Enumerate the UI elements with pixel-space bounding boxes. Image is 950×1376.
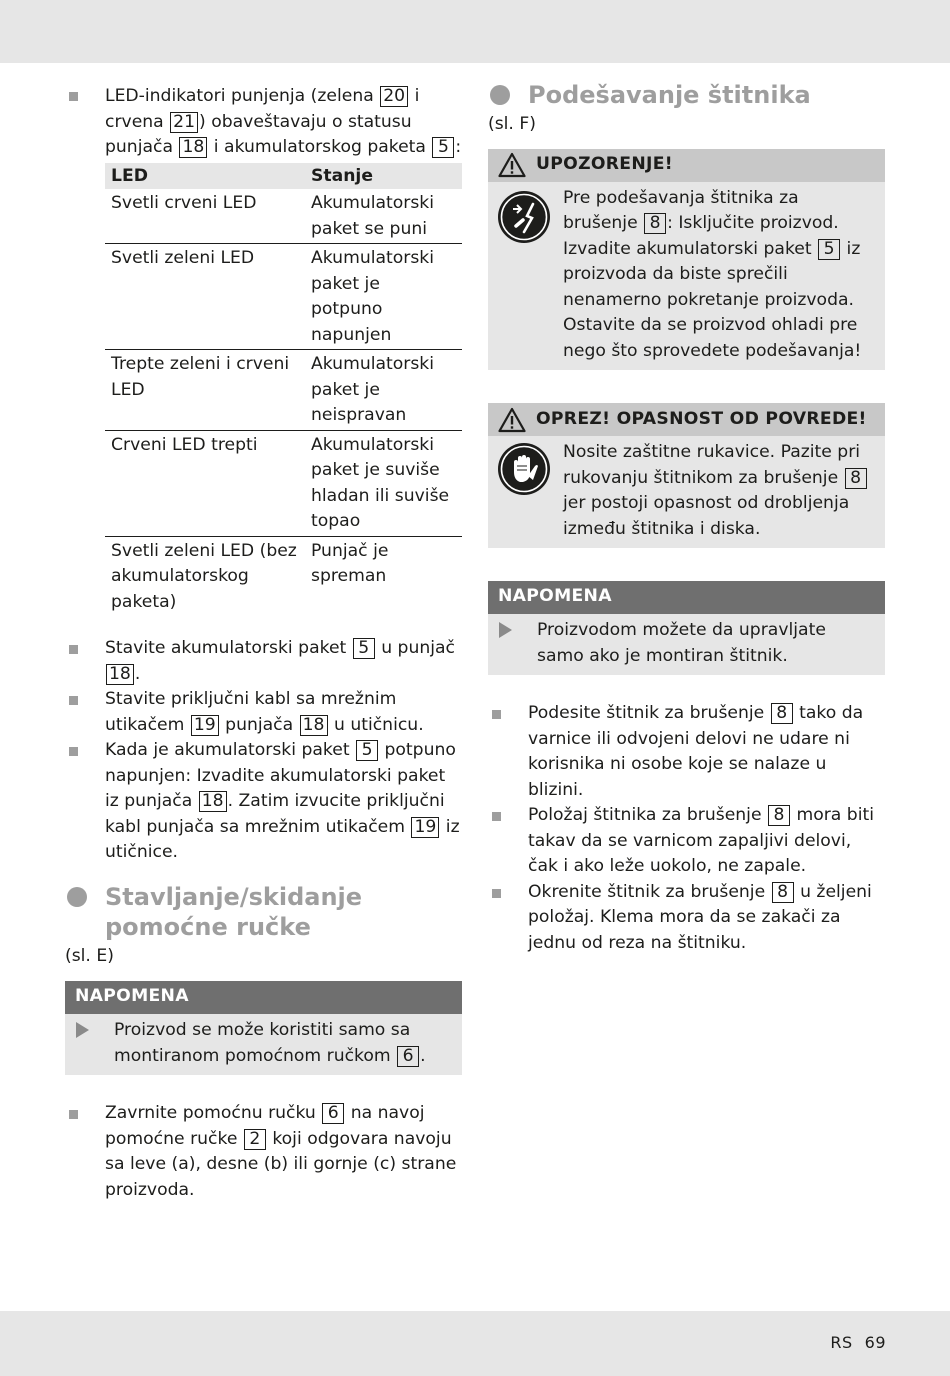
text: potpuno napunjen: Izvadite akumulatorski paket iz punjača (105, 740, 456, 811)
text: . (134, 663, 141, 684)
ref-number: 5 (432, 137, 454, 158)
table-cell: Akumulatorski paket je neispravan (305, 350, 462, 431)
warning-triangle-icon (498, 407, 526, 433)
arrow-icon (499, 622, 512, 638)
text: Položaj štitnika za brušenje (528, 805, 767, 825)
ref-number: 8 (845, 468, 867, 489)
text: i akumulatorskog paketa (208, 137, 432, 157)
text: mora biti takav da se varnicom zapaljivi delovi, čak i ako leže uokolo, ne zapale. (528, 805, 874, 876)
note-body (65, 1014, 462, 1075)
bottom-bar (0, 1311, 950, 1376)
text: Pre podešavanja štitnika za brušenje (563, 187, 799, 233)
language-code: RS (830, 1333, 853, 1352)
text: : Isključite proizvod. Izvadite akumulatorski paket (563, 213, 839, 259)
text: tako da varnice ili odvojeni delovi ne udare ni korisnika ni osobe koje se nalaze u blizini. (528, 703, 864, 800)
text: : (455, 137, 462, 157)
text: u punjač (375, 638, 456, 658)
warning-title: UPOZORENJE! (536, 154, 673, 175)
text: iz proizvoda da biste sprečili nenamerno pokretanje proizvoda. Ostavite da se proizvod ohladi pre nego što sprovedete podešavanja! (563, 238, 862, 361)
warning-triangle-icon (498, 152, 526, 178)
warning-box (488, 149, 885, 371)
list-item (488, 803, 885, 880)
table-cell: Punjač je spreman (311, 540, 389, 586)
note-box (488, 581, 885, 675)
table-row (105, 189, 462, 244)
wear-gloves-icon (497, 442, 551, 496)
ref-number: 8 (771, 703, 793, 724)
list-item (65, 687, 462, 738)
table-cell: Svetli zeleni LED (bez akumulatorskog paketa) (111, 540, 297, 612)
figure-ref: (sl. F) (488, 114, 536, 134)
text: na navoj pomoćne ručke (105, 1103, 425, 1149)
caution-body (488, 436, 885, 548)
text: Kada je akumulatorski paket (105, 740, 356, 760)
table-cell: Crveni LED trepti (105, 430, 305, 536)
text: u utičnicu. (328, 714, 424, 735)
table-cell: Akumulatorski paket se puni (305, 189, 462, 244)
list-item (65, 738, 462, 866)
ref-number: 5 (818, 239, 840, 260)
ref-number: 8 (644, 213, 666, 234)
warning-body (488, 182, 885, 371)
note-box (65, 981, 462, 1075)
disconnect-plug-icon (497, 190, 551, 244)
text: ) obaveštavaju o statusu punjača (105, 111, 412, 157)
ref-number: 5 (356, 740, 378, 761)
figure-ref: (sl. E) (65, 945, 114, 966)
warning-header (488, 149, 885, 182)
list-item (488, 880, 885, 957)
led-status-table (105, 163, 462, 617)
ref-number: 21 (170, 112, 198, 133)
text: u željeni položaj. Klema mora da se zakači za jednu od reza na štitniku. (528, 881, 872, 953)
text: Proizvod se može koristiti samo sa montiranom pomoćnom ručkom (114, 1020, 411, 1066)
text: iz utičnice. (105, 816, 460, 862)
table-header-led: LED (105, 163, 305, 190)
table-row (105, 244, 462, 350)
list-item (65, 1101, 462, 1203)
ref-number: 18 (199, 791, 227, 812)
ref-number: 20 (380, 86, 408, 107)
right-column (488, 80, 885, 956)
text: Zavrnite pomoćnu ručku (105, 1103, 322, 1123)
section-heading: Stavljanje/skidanje pomoćne ručke (65, 882, 462, 942)
table-row (105, 430, 462, 536)
table-cell: Akumulatorski paket je potpuno napunjen (305, 244, 462, 350)
table-cell: Svetli crveni LED (105, 189, 305, 244)
text: Proizvodom možete da upravljate samo ako je montiran štitnik. (537, 620, 826, 666)
text: koji odgovara navoju sa leve (a), desne (b) ili gornje (c) strane proizvoda. (105, 1128, 457, 1200)
text: LED-indikatori punjenja (zelena (105, 86, 380, 106)
page-footer (830, 1330, 886, 1356)
caution-box (488, 403, 885, 548)
ref-number: 19 (411, 817, 439, 838)
ref-number: 8 (772, 882, 794, 903)
note-body (488, 614, 885, 675)
text: punjača (219, 714, 299, 735)
table-cell: Trepte zeleni i crveni LED (105, 350, 305, 431)
section-heading: Podešavanje štitnika (488, 80, 885, 110)
ref-number: 6 (397, 1046, 419, 1067)
table-header-state: Stanje (305, 163, 462, 190)
note-title: NAPOMENA (488, 581, 885, 614)
text: Okrenite štitnik za brušenje (528, 881, 771, 902)
table-row (105, 536, 462, 616)
arrow-icon (76, 1022, 89, 1038)
table-row (105, 350, 462, 431)
note-title: NAPOMENA (65, 981, 462, 1014)
text: Stavite priključni kabl sa mrežnim utikačem (105, 689, 397, 735)
text: Stavite akumulatorski paket (105, 638, 352, 658)
page-number: 69 (864, 1333, 886, 1352)
list-item (65, 636, 462, 687)
ref-number: 8 (768, 805, 790, 826)
table-cell: Svetli zeleni LED (105, 244, 305, 350)
text: . Zatim izvucite priključni kabl punjača sa mrežnim utikačem (105, 791, 445, 837)
text: . (420, 1045, 426, 1066)
ref-number: 2 (244, 1129, 266, 1150)
ref-number: 5 (353, 638, 375, 659)
list-item (488, 701, 885, 803)
text: jer postoji opasnost od drobljenja između štitnika i diska. (563, 493, 850, 539)
caution-title: OPREZ! OPASNOST OD POVREDE! (536, 408, 867, 429)
caution-header (488, 403, 885, 436)
ref-number: 18 (106, 664, 134, 685)
ref-number: 18 (179, 137, 207, 158)
text: Nosite zaštitne rukavice. Pazite pri rukovanju štitnikom za brušenje (563, 442, 861, 488)
text: i crvena (105, 86, 420, 132)
left-column (65, 84, 462, 1203)
ref-number: 18 (300, 715, 328, 736)
text: Podesite štitnik za brušenje (528, 703, 770, 723)
led-intro-item (65, 84, 462, 161)
table-cell: Akumulatorski paket je suviše hladan ili suviše topao (305, 430, 462, 536)
top-bar (0, 0, 950, 63)
ref-number: 19 (191, 715, 219, 736)
ref-number: 6 (322, 1103, 344, 1124)
